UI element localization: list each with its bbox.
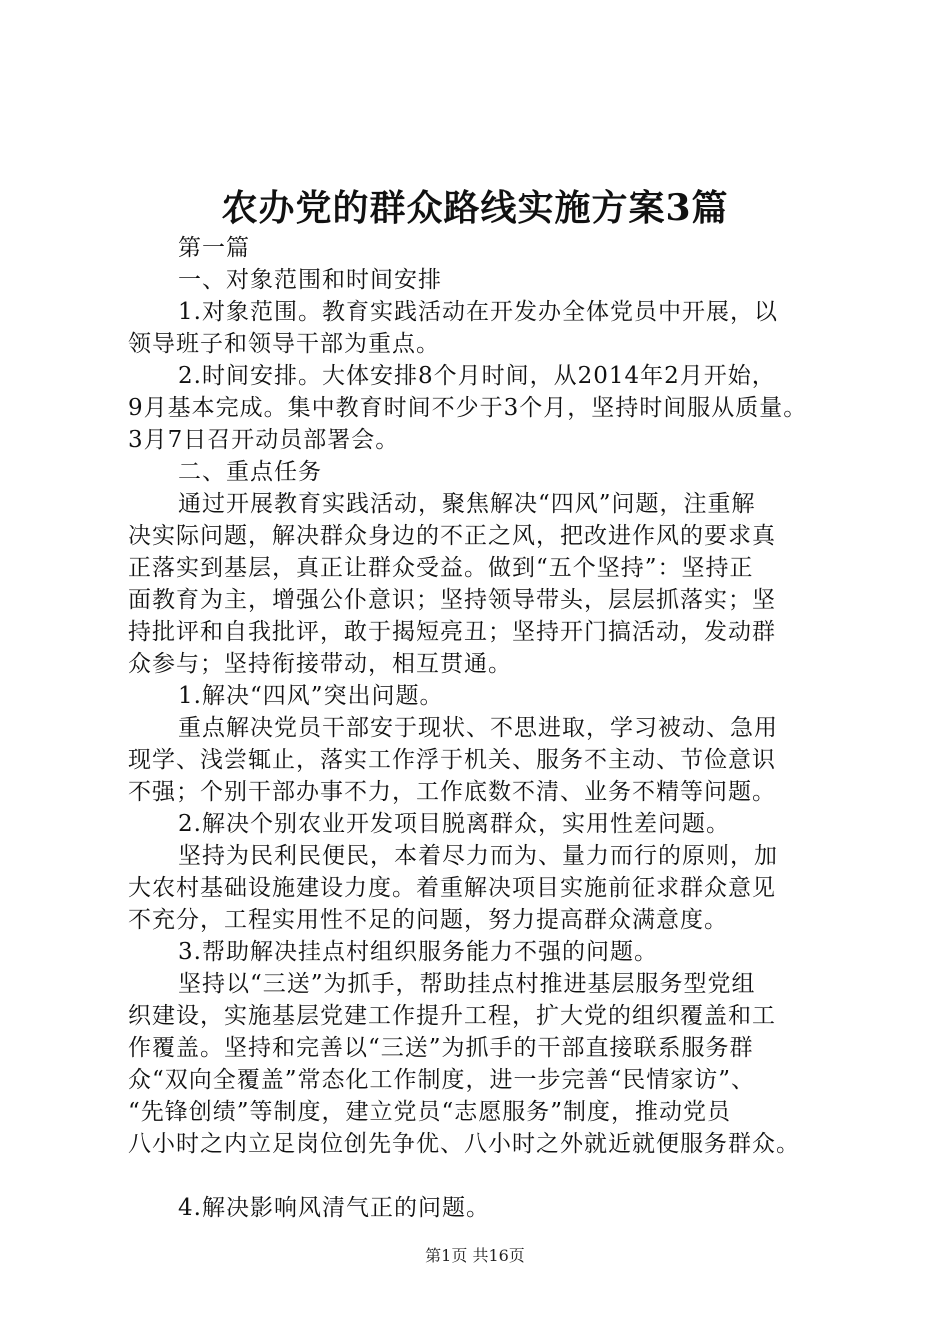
document-title: 农办党的群众路线实施方案3篇 bbox=[221, 187, 729, 229]
paragraph-line: 不充分，工程实用性不足的问题，努力提高群众满意度。 bbox=[128, 907, 728, 933]
paragraph-line: 9月基本完成。集中教育时间不少于3个月，坚持时间服从质量。 bbox=[128, 395, 808, 421]
item-heading: 4.解决影响风清气正的问题。 bbox=[178, 1195, 490, 1221]
paragraph-line: 2.时间安排。大体安排8个月时间，从2014年2月开始， bbox=[178, 363, 776, 389]
paragraph-line: 通过开展教育实践活动，聚焦解决“四风”问题，注重解 bbox=[178, 491, 756, 517]
paragraph-line: “先锋创绩”等制度，建立党员“志愿服务”制度，推动党员 bbox=[128, 1099, 732, 1125]
paragraph-line: 面教育为主，增强公仆意识；坚持领导带头，层层抓落实；坚 bbox=[128, 587, 776, 613]
paragraph-line: 大农村基础设施建设力度。着重解决项目实施前征求群众意见 bbox=[128, 875, 776, 901]
paragraph-line: 持批评和自我批评，敢于揭短亮丑；坚持开门搞活动，发动群 bbox=[128, 619, 776, 645]
paragraph-line: 织建设，实施基层党建工作提升工程，扩大党的组织覆盖和工 bbox=[128, 1003, 776, 1029]
paragraph-line: 领导班子和领导干部为重点。 bbox=[128, 331, 440, 357]
paragraph-line: 作覆盖。坚持和完善以“三送”为抓手的干部直接联系服务群 bbox=[128, 1035, 754, 1061]
paragraph-line: 重点解决党员干部安于现状、不思进取，学习被动、急用 bbox=[178, 715, 778, 741]
paragraph-line: 正落实到基层，真正让群众受益。做到“五个坚持”：坚持正 bbox=[128, 555, 754, 581]
paragraph-line: 坚持为民利民便民，本着尽力而为、量力而行的原则，加 bbox=[178, 843, 778, 869]
document-body bbox=[128, 232, 833, 1224]
item-heading: 2.解决个别农业开发项目脱离群众，实用性差问题。 bbox=[178, 811, 730, 837]
item-heading: 1.解决“四风”突出问题。 bbox=[178, 683, 444, 709]
section-heading: 第一篇 bbox=[178, 235, 250, 261]
paragraph-line: 3月7日召开动员部署会。 bbox=[128, 427, 400, 453]
paragraph-line: 现学、浅尝辄止，落实工作浮于机关、服务不主动、节俭意识 bbox=[128, 747, 776, 773]
paragraph-line: 决实际问题，解决群众身边的不正之风，把改进作风的要求真 bbox=[128, 523, 776, 549]
paragraph-line: 1.对象范围。教育实践活动在开发办全体党员中开展，以 bbox=[178, 299, 778, 325]
item-heading: 3.帮助解决挂点村组织服务能力不强的问题。 bbox=[178, 939, 658, 965]
paragraph-line: 坚持以“三送”为抓手，帮助挂点村推进基层服务型党组 bbox=[178, 971, 756, 997]
paragraph-spacer bbox=[128, 1160, 833, 1192]
page-number-footer: 第1页 共16页 bbox=[425, 1246, 525, 1265]
subsection-heading: 二、重点任务 bbox=[178, 459, 322, 485]
paragraph-line: 众“双向全覆盖”常态化工作制度，进一步完善“民情家访”、 bbox=[128, 1067, 756, 1093]
paragraph-line: 八小时之内立足岗位创先争优、八小时之外就近就便服务群众。 bbox=[128, 1131, 800, 1157]
paragraph-line: 众参与；坚持衔接带动，相互贯通。 bbox=[128, 651, 512, 677]
subsection-heading: 一、对象范围和时间安排 bbox=[178, 267, 442, 293]
paragraph-line: 不强；个别干部办事不力，工作底数不清、业务不精等问题。 bbox=[128, 779, 776, 805]
